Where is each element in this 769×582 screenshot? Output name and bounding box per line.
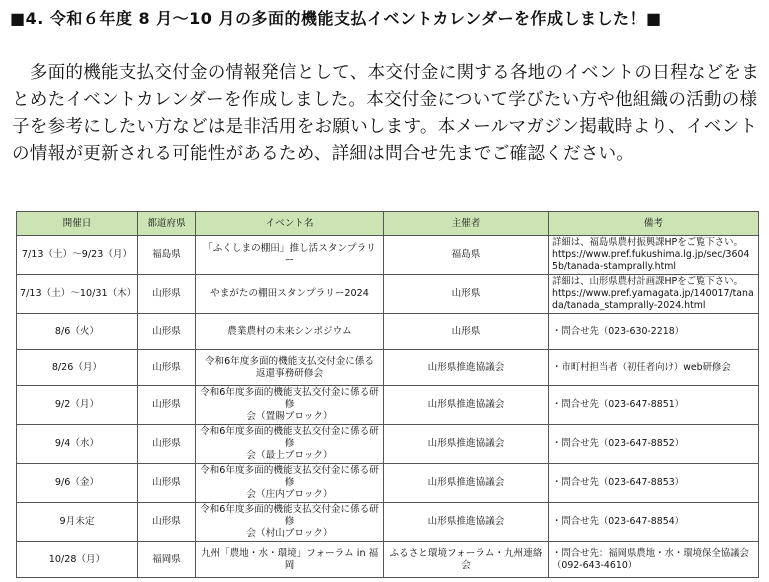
header-organizer: 主催者 [384,212,549,236]
table-row [17,275,759,314]
table-row [17,464,759,503]
cell-organizer: ふるさと環境フォーラム・九州連絡会 [384,542,549,578]
header-event-name: イベント名 [196,212,384,236]
intro-paragraph: 多面的機能支払交付金の情報発信として、本交付金に関する各地のイベントの日程などをまとめたイベントカレンダーを作成しました。本交付金について学びたい方や他組織の活動の様子を参考にしたい方などは是非活用をお願いします。本メールマガジン掲載時より、イベントの情報が更新される可能性があるため、詳細は問合せ先までご確認ください。 [12,63,759,164]
cell-event-name: 令和6年度多面的機能支払交付金に係る研修 会（村山ブロック） [196,503,384,542]
header-prefecture: 都道府県 [138,212,196,236]
cell-notes: ・問合せ先（023-647-8851） [549,386,759,425]
cell-event-name: 令和6年度多面的機能支払交付金に係る研修 会（最上ブロック） [196,425,384,464]
cell-organizer: 山形県推進協議会 [384,503,549,542]
cell-notes: ・問合せ先（023-647-8853） [549,464,759,503]
cell-event-name: 「ふくしまの棚田」推し活スタンプラリー [196,236,384,275]
table-body [17,236,759,578]
cell-organizer: 山形県推進協議会 [384,464,549,503]
table-row [17,542,759,578]
cell-date: 10/28（月） [17,542,138,578]
section-heading: ■4. 令和６年度 8 月～10 月の多面的機能支払イベントカレンダーを作成しました！■ [10,9,662,28]
table-header-row [17,212,759,236]
cell-date: 9月未定 [17,503,138,542]
cell-event-name: やまがたの棚田スタンプラリー2024 [196,275,384,314]
cell-organizer: 山形県 [384,275,549,314]
cell-event-name: 令和6年度多面的機能支払交付金に係る研修 会（庄内ブロック） [196,464,384,503]
cell-date: 7/13（土）～10/31（木） [17,275,138,314]
cell-organizer: 山形県推進協議会 [384,425,549,464]
cell-prefecture: 福島県 [138,236,196,275]
table-row [17,386,759,425]
cell-event-name: 令和6年度多面的機能支払交付金に係る研修 会（置賜ブロック） [196,386,384,425]
header-notes: 備考 [549,212,759,236]
cell-notes: ・市町村担当者（初任者向け）web研修会 [549,350,759,386]
cell-notes: 詳細は、山形県農村計画課HPをご覧下さい。 https://www.pref.yamagata.jp/140017/tanada/tanada_stamprally-2024.html [549,275,759,314]
cell-event-name: 令和6年度多面的機能支払交付金に係る 返還事務研修会 [196,350,384,386]
cell-prefecture: 山形県 [138,425,196,464]
header-date: 開催日 [17,212,138,236]
cell-date: 9/6（金） [17,464,138,503]
table-row [17,350,759,386]
table-row [17,425,759,464]
cell-notes: ・問合せ先（023-647-8852） [549,425,759,464]
cell-event-name: 九州「農地・水・環境」フォーラム in 福岡 [196,542,384,578]
cell-date: 9/4（水） [17,425,138,464]
cell-organizer: 福島県 [384,236,549,275]
table-row [17,314,759,350]
cell-prefecture: 山形県 [138,314,196,350]
cell-prefecture: 山形県 [138,275,196,314]
cell-organizer: 山形県 [384,314,549,350]
cell-date: 8/6（火） [17,314,138,350]
table-row [17,503,759,542]
cell-prefecture: 山形県 [138,350,196,386]
cell-notes: 詳細は、福島県農村振興課HPをご覧下さい。 https://www.pref.fukushima.lg.jp/sec/36045b/tanada-stamprally.html [549,236,759,275]
event-calendar-table [16,211,759,578]
cell-prefecture: 山形県 [138,464,196,503]
cell-prefecture: 山形県 [138,503,196,542]
cell-organizer: 山形県推進協議会 [384,350,549,386]
cell-notes: ・問合せ先：福岡県農地・水・環境保全協議会 （092-643-4610） [549,542,759,578]
cell-date: 7/13（土）～9/23（月） [17,236,138,275]
cell-notes: ・問合せ先（023-647-8854） [549,503,759,542]
cell-date: 9/2（月） [17,386,138,425]
cell-prefecture: 福岡県 [138,542,196,578]
table-row [17,236,759,275]
cell-organizer: 山形県推進協議会 [384,386,549,425]
cell-event-name: 農業農村の未来シンポジウム [196,314,384,350]
cell-notes: ・問合せ先（023-630-2218） [549,314,759,350]
cell-prefecture: 山形県 [138,386,196,425]
cell-date: 8/26（月） [17,350,138,386]
